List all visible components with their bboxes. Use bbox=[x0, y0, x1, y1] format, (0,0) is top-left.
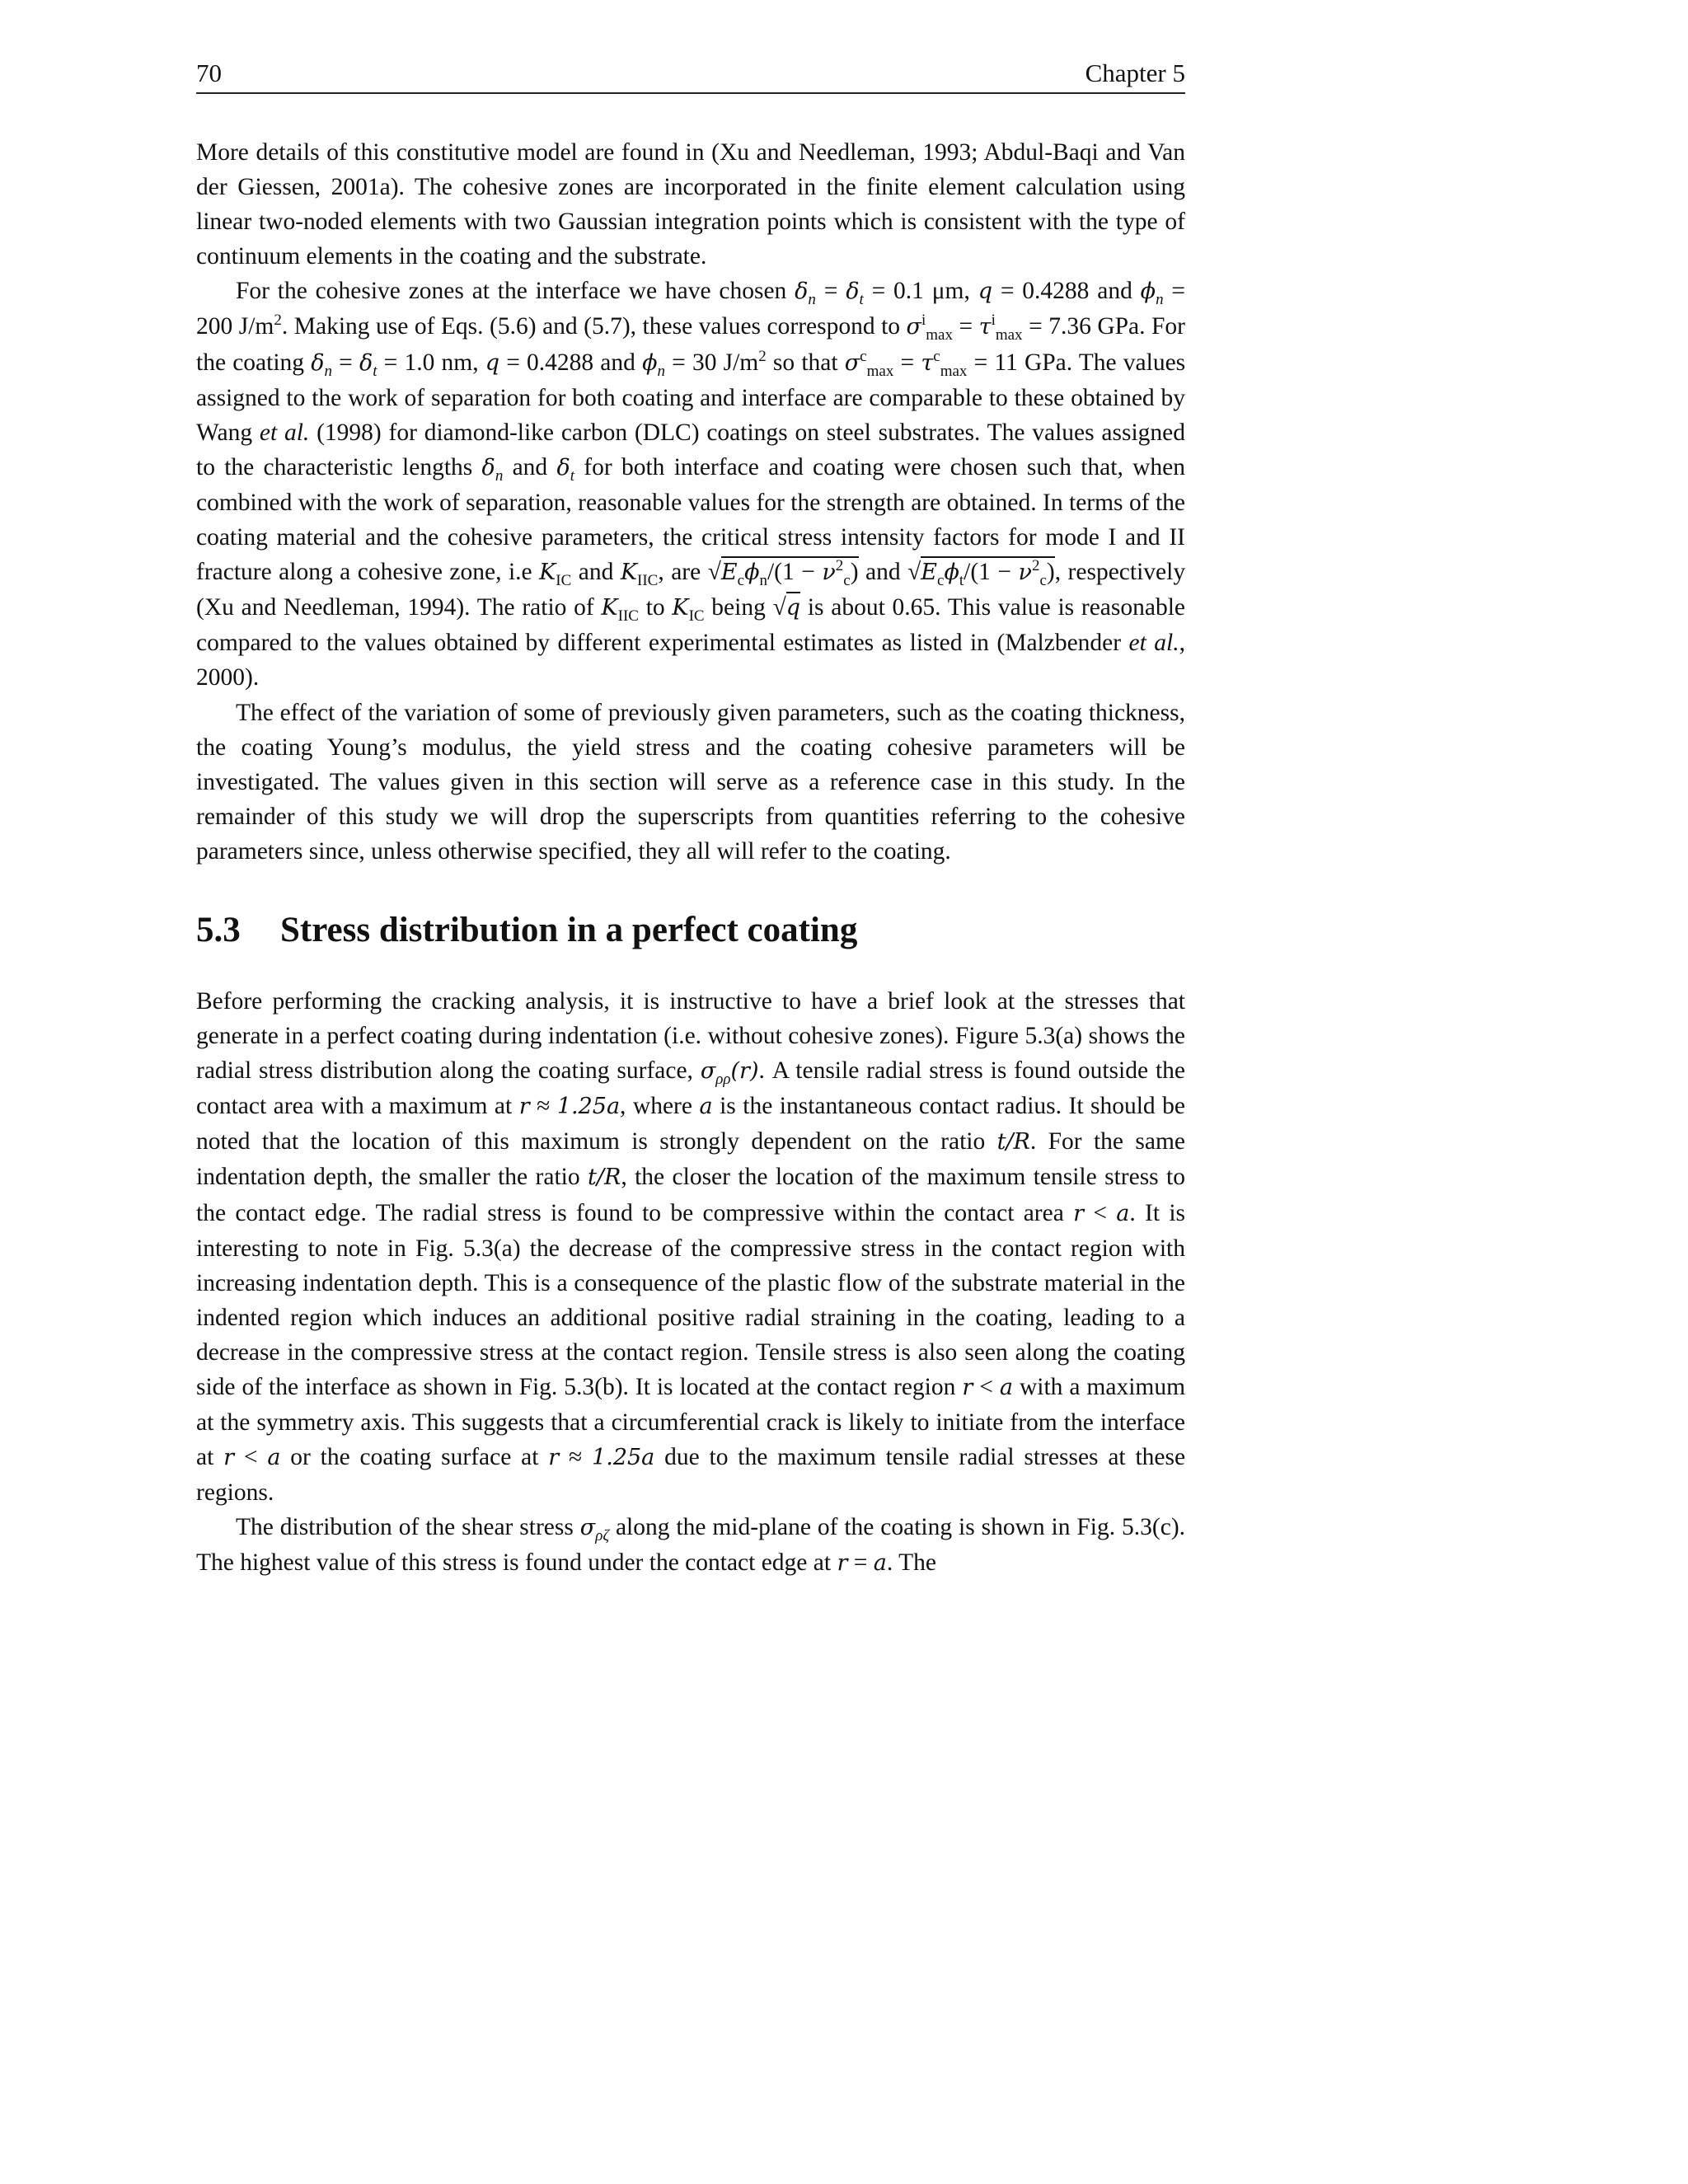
paragraph-3: The effect of the variation of some of previously given parameters, such as the coating thickness, the coating Young’s modulus, the yield stress and the coating cohesive parameters will be investigated. The values given in this section will serve as a reference case in this study. In the remainder of this study we will drop the superscripts from quantities referring to the cohesive parameters since, unless otherwise specified, they all will refer to the coating. bbox=[196, 699, 1185, 865]
paragraph-4: Before performing the cracking analysis, it is instructive to have a brief look at the stresses that generate in a perfect coating during indentation (i.e. without cohesive zones). Figure 5.3(a) shows the radial stress distribution along the coating surface, $\sigma_{\rho\rho}(r)$. A tensile radial stress is found outside the contact area with a maximum at r ≈ 1.25a, where a is the instantaneous contact radius. It should be noted that the location of this maximum is strongly dependent on the ratio t/R. For the same indentation depth, the smaller the ratio t/R, the closer the location of the maximum tensile stress to the contact edge. The radial stress is found to be compressive within the contact area r < a. It is interesting to note in Fig. 5.3(a) the decrease of the compressive stress in the contact region with increasing indentation depth. This is a consequence of the plastic flow of the substrate material in the indented region which induces an additional positive radial straining in the coating, leading to a decrease in the compressive stress at the contact region. Tensile stress is also seen along the coating side of the interface as shown in Fig. 5.3(b). It is located at the contact region r < a with a maximum at the symmetry axis. This suggests that a circumferential crack is likely to initiate from the interface at r < a or the coating surface at r ≈ 1.25a due to the maximum tensile radial stresses at these regions. bbox=[196, 987, 1186, 1507]
section-number: 5.3 bbox=[196, 910, 241, 949]
section-heading bbox=[196, 910, 1185, 951]
page bbox=[196, 58, 1185, 1582]
paragraph-1: More details of this constitutive model are found in (Xu and Needleman, 1993; Abdul-Baqi and Van der Giessen, 2001a). The cohesive zones are incorporated in the finite element calculation using linear two-noded elements with two Gaussian integration points which is consistent with the type of continuum elements in the coating and the substrate. bbox=[196, 139, 1185, 270]
chapter-title: Chapter 5 bbox=[1085, 59, 1185, 87]
paragraph-5: The distribution of the shear stress $\sigma_{\rho\zeta}$ along the mid-plane of the coating is shown in Fig. 5.3(c). The highest value of this stress is found under the contact edge at r = a. The bbox=[196, 1514, 1186, 1577]
running-header bbox=[196, 58, 1185, 94]
section-title: Stress distribution in a perfect coating bbox=[280, 910, 858, 949]
page-number: 70 bbox=[196, 59, 222, 87]
paragraph-2: For the cohesive zones at the interface we have chosen $\delta_n = \delta_t = 0.1$ μm, q = 0.4288 and $\phi_n = 200$ $J/m^2$. Making use of Eqs. (5.6) and (5.7), these values correspond to $\sigma^i_{max} = \tau^i_{max} = 7.36$ GPa. For the coating $\delta_n = \delta_t = 1.0$ nm, q = 0.4288 and $\phi_n = 30$ $J/m^2$ so that $\sigma^c_{max} = \tau^c_{max} = 11$ GPa. The values assigned to the work of separation for both coating and interface are comparable to these obtained by Wang et al. (1998) for diamond-like carbon (DLC) coatings on steel substrates. The values assigned to the characteristic lengths $\delta_n$ and $\delta_t$ for both interface and coating were chosen such that, when combined with the work of separation, reasonable values for the strength are obtained. In terms of the coating material and the cohesive parameters, the critical stress intensity factors for mode I and II fracture along a cohesive zone, i.e $K_{IC}$ and $K_{IIC}$, are $√E_c\phi_n/(1 - \nu^2_c)$ and $√E_c\phi_t/(1 - \nu^2_c)$, respectively (Xu and Needleman, 1994). The ratio of $K_{IIC}$ to $K_{IC}$ being √q is about 0.65. This value is reasonable compared to the values obtained by different experimental estimates as listed in (Malzbender et al., 2000). bbox=[196, 278, 1186, 691]
body-text bbox=[196, 135, 1185, 1582]
